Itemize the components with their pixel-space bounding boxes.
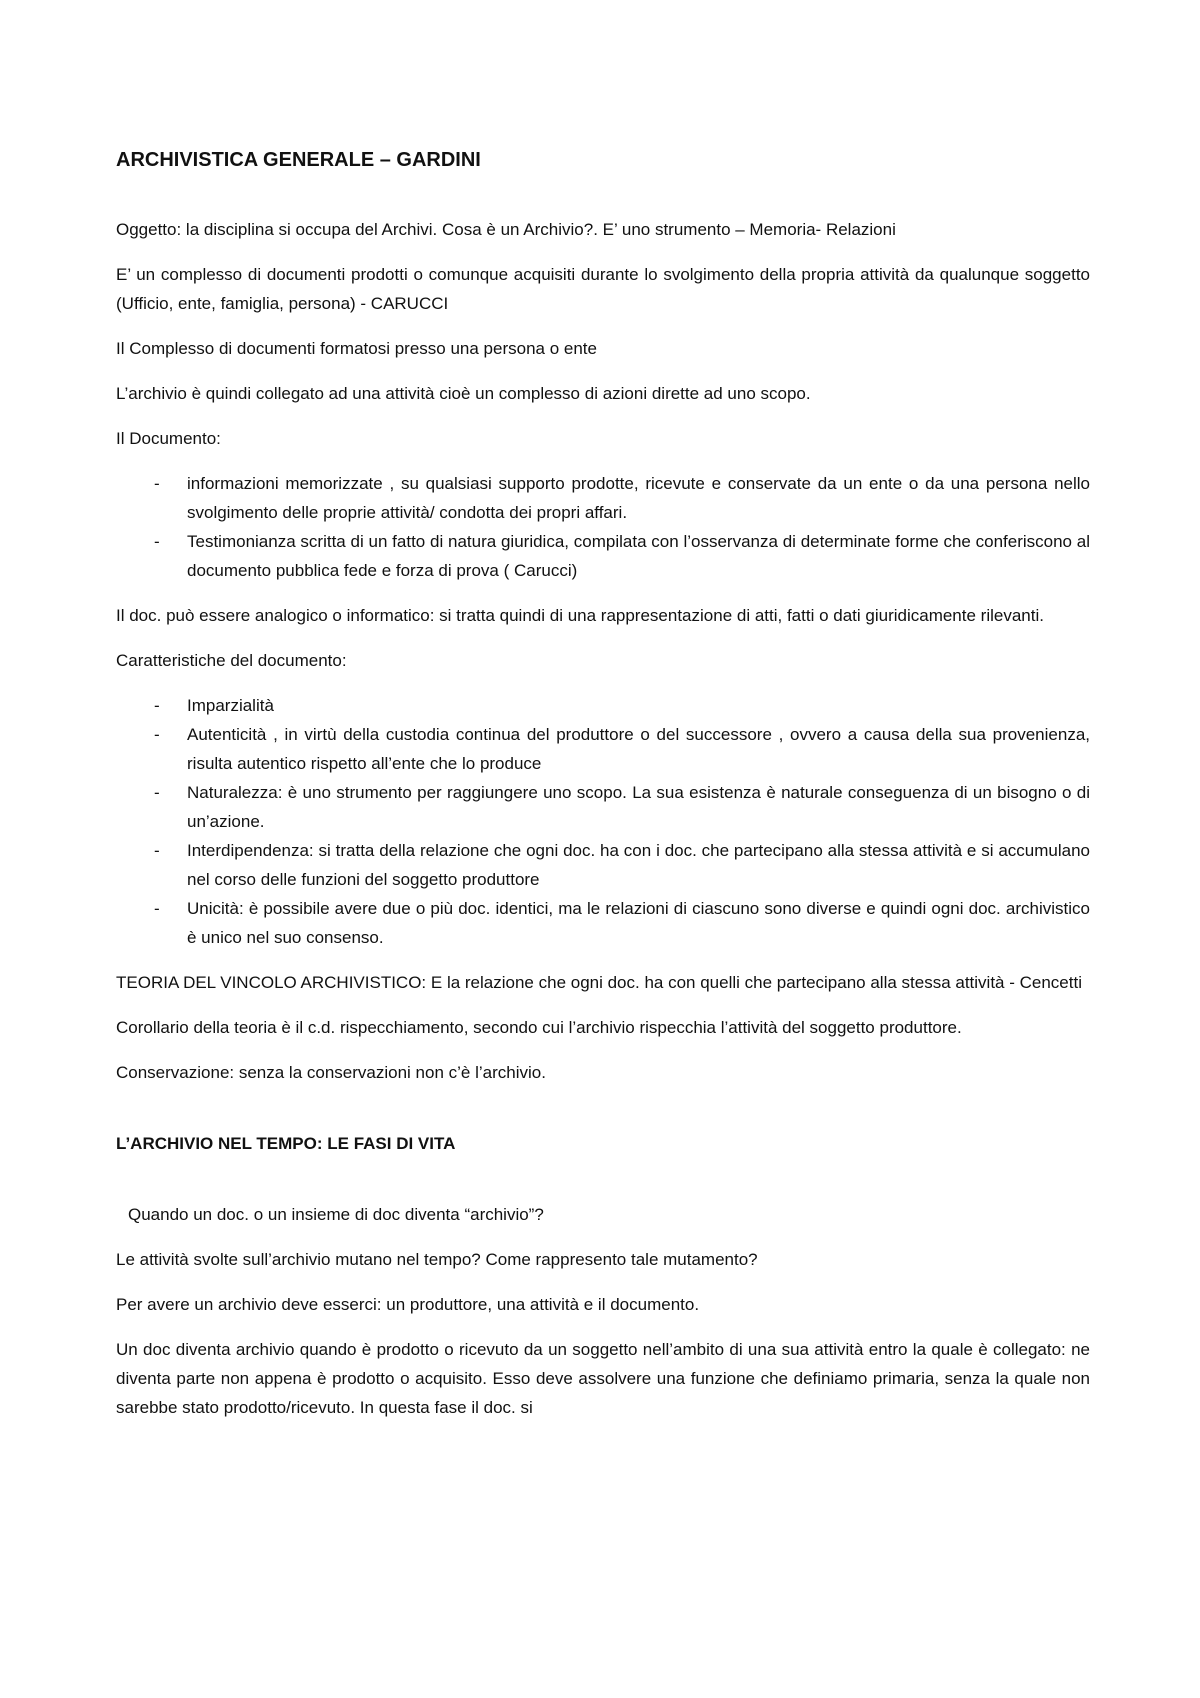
paragraph-quando: Quando un doc. o un insieme di doc diventa “archivio”? <box>128 1205 544 1224</box>
dash-marker: - <box>154 532 160 551</box>
paragraph-per-avere: Per avere un archivio deve esserci: un produttore, una attività e il documento. <box>116 1295 700 1314</box>
list-item-text: informazioni memorizzate , su qualsiasi supporto prodotte, ricevute e conservate da un ente o da una persona nello svolgimento delle proprie attività/ condotta dei propri affari. <box>187 474 1090 522</box>
paragraph-collegato: L’archivio è quindi collegato ad una attività cioè un complesso di azioni dirette ad uno scopo. <box>116 384 811 403</box>
list-item <box>116 894 1090 952</box>
list-item-text: Autenticità , in virtù della custodia continua del produttore o del successore , ovvero a causa della sua provenienza, risulta autentico rispetto all’ente che lo produce <box>187 725 1090 773</box>
caratteristiche-list <box>116 691 1090 952</box>
list-item-text: Testimonianza scritta di un fatto di natura giuridica, compilata con l’osservanza di determinate forme che conferiscono al documento pubblica fede e forza di prova ( Carucci) <box>187 532 1090 580</box>
paragraph-attivita-svolte: Le attività svolte sull’archivio mutano nel tempo? Come rappresento tale mutamento? <box>116 1250 758 1269</box>
list-item-text: Interdipendenza: si tratta della relazione che ogni doc. ha con i doc. che partecipano alla stessa attività e si accumulano nel corso delle funzioni del soggetto produttore <box>187 841 1090 889</box>
paragraph-documento-label: Il Documento: <box>116 429 221 448</box>
list-item-text: Naturalezza: è uno strumento per raggiungere uno scopo. La sua esistenza è naturale conseguenza di un bisogno o di un’azione. <box>187 783 1090 831</box>
paragraph-analogico: Il doc. può essere analogico o informatico: si tratta quindi di una rappresentazione di atti, fatti o dati giuridicamente rilevanti. <box>116 606 1044 625</box>
dash-marker: - <box>154 725 160 744</box>
dash-marker: - <box>154 696 160 715</box>
paragraph-corollario: Corollario della teoria è il c.d. rispecchiamento, secondo cui l’archivio rispecchia l’attività del soggetto produttore. <box>116 1018 962 1037</box>
list-item <box>116 720 1090 778</box>
list-item <box>116 691 1090 720</box>
list-item <box>116 778 1090 836</box>
paragraph-complesso: E’ un complesso di documenti prodotti o comunque acquisiti durante lo svolgimento della propria attività da qualunque soggetto (Ufficio, ente, famiglia, persona) - CARUCCI <box>116 265 1090 313</box>
paragraph-caratteristiche-label: Caratteristiche del documento: <box>116 651 347 670</box>
document-title: ARCHIVISTICA GENERALE – GARDINI <box>116 149 481 171</box>
paragraph-oggetto: Oggetto: la disciplina si occupa del Archivi. Cosa è un Archivio?. E’ uno strumento – Memoria- Relazioni <box>116 220 896 239</box>
list-item <box>116 527 1090 585</box>
documento-list <box>116 469 1090 585</box>
dash-marker: - <box>154 474 160 493</box>
list-item-text: Imparzialità <box>187 696 274 715</box>
paragraph-complesso-formatosi: Il Complesso di documenti formatosi presso una persona o ente <box>116 339 597 358</box>
list-item <box>116 469 1090 527</box>
paragraph-teoria: TEORIA DEL VINCOLO ARCHIVISTICO: E la relazione che ogni doc. ha con quelli che partecipano alla stessa attività - Cencetti <box>116 973 1082 992</box>
section-title: L’ARCHIVIO NEL TEMPO: LE FASI DI VITA <box>116 1134 456 1153</box>
list-item-text: Unicità: è possibile avere due o più doc. identici, ma le relazioni di ciascuno sono diverse e quindi ogni doc. archivistico è unico nel suo consenso. <box>187 899 1090 947</box>
dash-marker: - <box>154 899 160 918</box>
list-item <box>116 836 1090 894</box>
paragraph-un-doc: Un doc diventa archivio quando è prodotto o ricevuto da un soggetto nell’ambito di una sua attività entro la quale è collegato: ne diventa parte non appena è prodotto o acquisito. Esso deve assolvere una funzione che definiamo primaria, senza la quale non sarebbe stato prodotto/ricevuto. In questa fase il doc. si <box>116 1340 1090 1417</box>
document-page <box>116 145 1090 1438</box>
dash-marker: - <box>154 841 160 860</box>
dash-marker: - <box>154 783 160 802</box>
paragraph-conservazione: Conservazione: senza la conservazioni non c’è l’archivio. <box>116 1063 546 1082</box>
